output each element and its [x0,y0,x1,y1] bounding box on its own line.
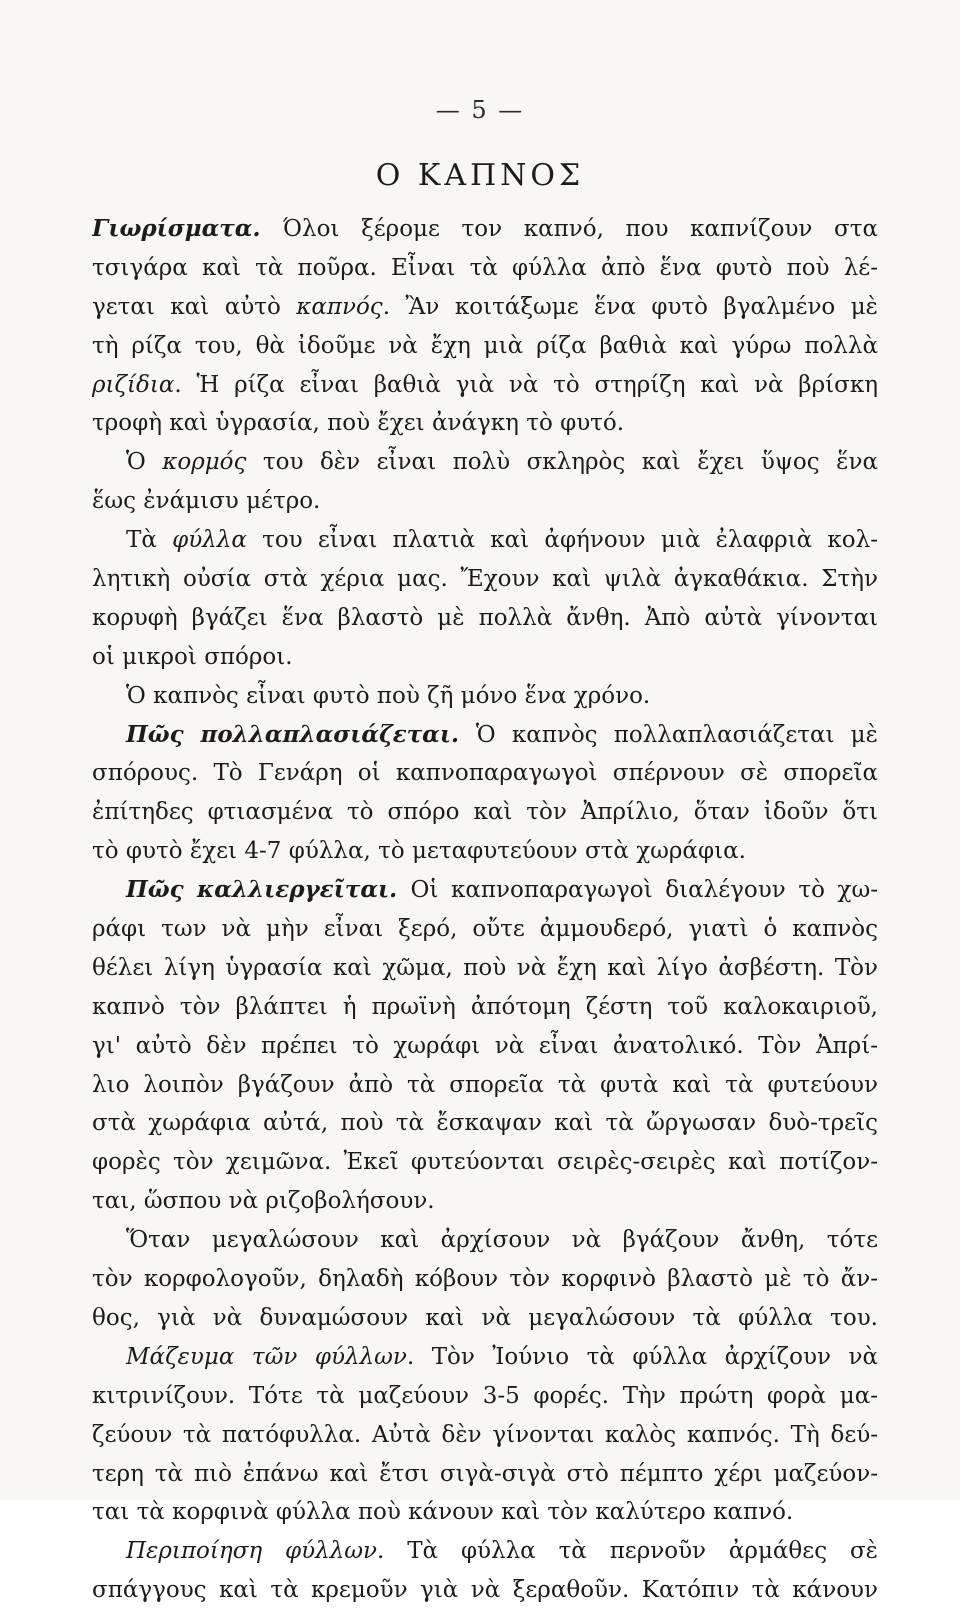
text-segment: . Τὰ φύλλα τὰ περνοῦν ἀρμάθες σὲ [377,1538,878,1565]
text-segment: καπνὸ τὸν βλάπτει ἡ πρωϊνὴ ἀπότομη ζέστη τοῦ καλοκαιριοῦ, [92,993,878,1020]
italic-term: κορμός [162,449,247,476]
text-segment: κορυφὴ βγάζει ἕνα βλαστὸ μὲ πολλὰ ἄνθη. Ἀπὸ αὐτὰ γίνονται [92,604,878,631]
text-line [92,521,878,560]
text-segment: . Τὸν Ἰούνιο τὰ φύλλα ἀρχίζουν νὰ [406,1343,878,1370]
text-line [92,988,878,1027]
text-line [92,249,878,288]
text-segment: του δὲν εἶναι πολὺ σκληρὸς καὶ ἔχει ὕψος ἕνα [246,449,878,476]
text-line [92,638,878,677]
text-line [92,1571,878,1610]
text-line [92,443,878,482]
text-segment: Ὁ [126,449,163,476]
text-segment: οἱ μικροὶ σπόροι. [92,643,293,670]
text-segment: λιο λοιπὸν βγάζουν ἀπὸ τὰ σπορεῖα τὰ φυτὰ καὶ τὰ φυτεύουν [92,1071,878,1098]
text-line [92,1493,878,1532]
text-segment: γι' αὐτὸ δὲν πρέπει τὸ χωράφι νὰ εἶναι ἀνατολικό. Τὸν Ἀπρί- [92,1032,878,1059]
text-segment: στὰ χωράφια αὐτά, ποὺ τὰ ἔσκαψαν καὶ τὰ ὤργωσαν δυὸ-τρεῖς [92,1110,878,1137]
text-segment: τσιγάρα καὶ τὰ ποῦρα. Εἶναι τὰ φύλλα ἀπὸ ἕνα φυτὸ ποὺ λέ- [92,254,878,281]
text-line [92,910,878,949]
text-line [92,871,878,910]
text-line [92,1143,878,1182]
section-heading: Γιωρίσματα. [92,215,283,242]
text-segment: ράφι των νὰ μὴν εἶναι ξερό, οὔτε ἀμμουδερό, γιατὶ ὁ καπνὸς [92,916,878,943]
italic-term: καπνός [296,293,383,320]
text-line [92,677,878,716]
text-line [92,832,878,871]
text-line [92,327,878,366]
text-segment: θος, γιὰ νὰ δυναμώσουν καὶ νὰ μεγαλώσουν τὰ φύλλα του. [92,1304,878,1331]
text-line [92,1377,878,1416]
text-segment: ζεύουν τὰ πατόφυλλα. Αὐτὰ δὲν γίνονται καλὸς καπνός. Τὴ δεύ- [92,1421,878,1448]
text-segment: τὴ ρίζα του, θὰ ἰδοῦμε νὰ ἔχη μιὰ ρίζα βαθιὰ καὶ γύρω πολλὰ [92,332,878,359]
text-segment: Ὁ καπνὸς εἶναι φυτὸ ποὺ ζῆ μόνο ἕνα χρόνο. [126,682,651,709]
text-segment: τερη τὰ πιὸ ἐπάνω καὶ ἔτσι σιγὰ-σιγὰ στὸ πέμπτο χέρι μαζεύον- [92,1460,878,1487]
text-segment: τὸ φυτὸ ἔχει 4-7 φύλλα, τὸ μεταφυτεύουν στὰ χωράφια. [92,838,746,865]
text-line [92,716,878,755]
text-line [92,1299,878,1338]
text-line [92,1182,878,1221]
text-line [92,210,878,249]
text-segment: του εἶναι πλατιὰ καὶ ἀφήνουν μιὰ ἐλαφριὰ κολ- [246,527,878,554]
text-line [92,288,878,327]
text-line [92,1416,878,1455]
text-segment: Ὁ καπνὸς πολλαπλασιάζεται μὲ [475,721,878,748]
text-segment: Ὅταν μεγαλώσουν καὶ ἀρχίσουν νὰ βγάζουν ἄνθη, τότε [126,1227,878,1254]
text-segment: γεται καὶ αὐτὸ [92,293,297,320]
chapter-title: Ο ΚΑΠΝΟΣ [375,158,585,193]
text-line [92,366,878,405]
page-number: — 5 — [435,96,525,124]
text-line [92,1455,878,1494]
text-segment: λητικὴ οὐσία στὰ χέρια μας. Ἔχουν καὶ ψιλὰ ἀγκαθάκια. Στὴν [92,566,878,593]
text-segment: θέλει λίγη ὑγρασία καὶ χῶμα, ποὺ νὰ ἔχη καὶ λίγο ἀσβέστη. Τὸν [92,954,878,981]
text-line [92,404,878,443]
text-line [92,949,878,988]
text-segment: Οἱ καπνοπαραγωγοὶ διαλέγουν τὸ χω- [410,877,878,904]
text-segment: σπόρους. Τὸ Γενάρη οἱ καπνοπαραγωγοὶ σπέρνουν σὲ σπορεῖα [92,760,878,787]
text-line [92,1338,878,1377]
text-segment: Όλοι ξέρομε τον καπνό, που καπνίζουν στα [282,216,878,242]
body-text [92,210,878,1610]
text-segment: τροφὴ καὶ ὑγρασία, ποὺ ἔχει ἀνάγκη τὸ φυτό. [92,410,625,437]
text-segment: Τὰ [126,527,173,554]
text-segment: κιτρινίζουν. Τότε τὰ μαζεύουν 3-5 φορές. Τὴν πρώτη φορὰ μα- [92,1382,878,1409]
text-line [92,1260,878,1299]
text-line [92,482,878,521]
italic-term: ριζίδια [92,371,175,398]
text-segment: . Ἂν κοιτάξωμε ἕνα φυτὸ βγαλμένο μὲ [382,293,878,320]
italic-term: Μάζευμα τῶν φύλλων [126,1343,407,1370]
text-segment: . Ἡ ρίζα εἶναι βαθιὰ γιὰ νὰ τὸ στηρίζη καὶ νὰ βρίσκη [174,371,878,398]
text-segment: ἐπίτηδες φτιασμένα τὸ σπόρο καὶ τὸν Ἀπρίλιο, ὅταν ἰδοῦν ὅτι [92,799,878,826]
text-line [92,599,878,638]
section-heading: Πῶς καλλιεργεῖται. [126,876,411,904]
text-line [92,1221,878,1260]
text-segment: ται, ὥσπου νὰ ριζοβολήσουν. [92,1188,435,1215]
italic-term: Περιποίηση φύλλων [126,1538,378,1565]
italic-term: φύλλα [172,527,247,554]
text-line [92,1532,878,1571]
text-line [92,560,878,599]
text-segment: φορὲς τὸν χειμῶνα. Ἐκεῖ φυτεύονται σειρὲς-σειρὲς καὶ ποτίζον- [92,1149,878,1176]
text-segment: ται τὰ κορφινὰ φύλλα ποὺ κάνουν καὶ τὸν καλύτερο καπνό. [92,1499,794,1526]
text-line [92,793,878,832]
text-line [92,1066,878,1105]
text-line [92,754,878,793]
section-heading: Πῶς πολλαπλασιάζεται. [126,720,476,748]
text-segment: τὸν κορφολογοῦν, δηλαδὴ κόβουν τὸν κορφινὸ βλαστὸ μὲ τὸ ἄν- [92,1266,878,1293]
text-segment: ἕως ἐνάμισυ μέτρο. [92,488,321,515]
text-line [92,1027,878,1066]
text-line [92,1104,878,1143]
text-segment: σπάγγους καὶ τὰ κρεμοῦν γιὰ νὰ ξεραθοῦν. Κατόπιν τὰ κάνουν [92,1577,878,1604]
